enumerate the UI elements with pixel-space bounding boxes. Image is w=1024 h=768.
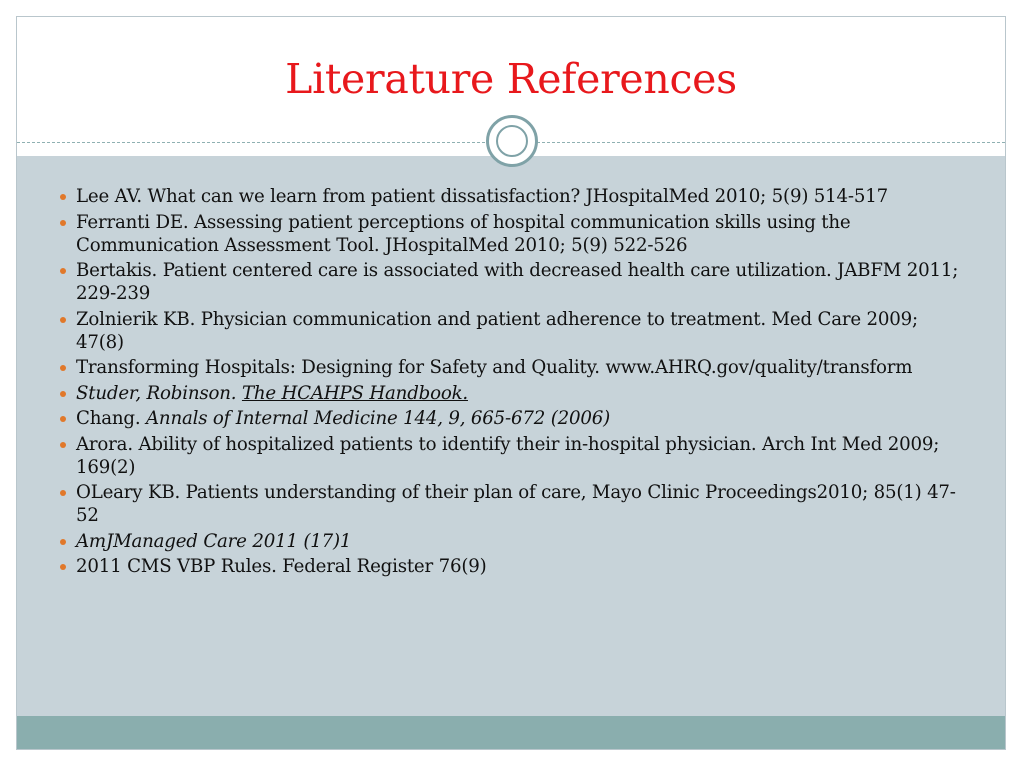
reference-text: Arora. Ability of hospitalized patients to identify their in-hospital physician. Arch Int Med 2009; 169(2) <box>76 433 940 478</box>
reference-item <box>60 433 960 479</box>
reference-text: OLeary KB. Patients understanding of their plan of care, Mayo Clinic Proceedings2010; 85(1) 47-52 <box>76 482 956 526</box>
reference-text: Studer, Robinson. <box>76 382 237 404</box>
reference-text: 2011 CMS VBP Rules. Federal Register 76(9) <box>76 556 487 577</box>
reference-text: Annals of Internal Medicine 144, 9, 665-672 (2006) <box>146 408 610 429</box>
bullet-dot-icon <box>60 194 66 200</box>
reference-item <box>60 481 960 527</box>
reference-text: The HCAHPS Handbook. <box>241 382 468 404</box>
reference-text: Transforming Hospitals: Designing for Safety and Quality. www.AHRQ.gov/quality/transform <box>76 357 913 378</box>
reference-item <box>60 308 960 354</box>
footer-band <box>17 716 1005 750</box>
bullet-dot-icon <box>60 539 66 545</box>
bullet-dot-icon <box>60 564 66 570</box>
reference-item <box>60 530 960 553</box>
reference-list <box>60 185 960 581</box>
bullet-dot-icon <box>60 268 66 274</box>
bullet-dot-icon <box>60 220 66 226</box>
bullet-dot-icon <box>60 442 66 448</box>
reference-item <box>60 407 960 430</box>
reference-text: Lee AV. What can we learn from patient dissatisfaction? JHospitalMed 2010; 5(9) 514-517 <box>76 186 888 207</box>
reference-text: AmJManaged Care 2011 (17)1 <box>76 530 352 552</box>
reference-text: Bertakis. Patient centered care is associated with decreased health care utilization. JABFM 2011; 229-239 <box>76 260 959 304</box>
reference-item <box>60 555 960 578</box>
reference-item <box>60 259 960 305</box>
bullet-dot-icon <box>60 490 66 496</box>
ring-ornament-icon <box>486 115 538 167</box>
reference-item <box>60 185 960 208</box>
reference-text: Ferranti DE. Assessing patient perceptions of hospital communication skills using the Communication Assessment Tool. JHospitalMed 2010; 5(9) 522-526 <box>76 211 851 256</box>
reference-item <box>60 211 960 257</box>
bullet-dot-icon <box>60 391 66 397</box>
slide-title: Literature References <box>285 55 737 103</box>
reference-item <box>60 382 960 405</box>
bullet-dot-icon <box>60 365 66 371</box>
bullet-dot-icon <box>60 416 66 422</box>
reference-item <box>60 356 960 379</box>
reference-text: Zolnierik KB. Physician communication and patient adherence to treatment. Med Care 2009; 47(8) <box>76 308 918 353</box>
bullet-dot-icon <box>60 317 66 323</box>
reference-text: Chang. <box>76 408 146 429</box>
ring-ornament-inner <box>496 125 528 157</box>
